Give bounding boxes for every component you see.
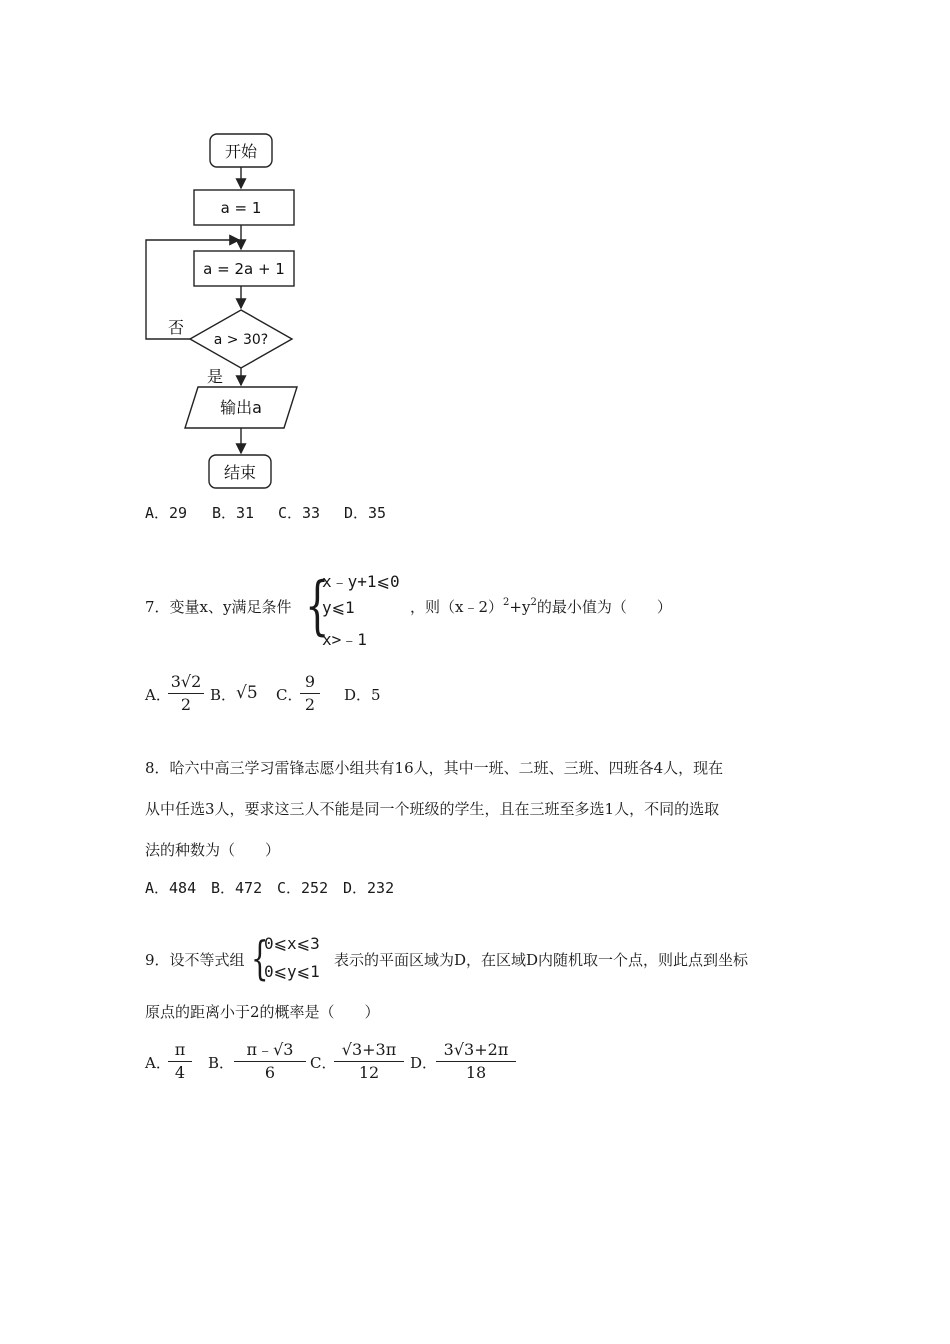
end-label: 结束	[223, 463, 257, 482]
q8-line-1: 8．哈六中高三学习雷锋志愿小组共有16人，其中一班、二班、三班、四班各4人，现在	[145, 759, 724, 777]
q7-option-b-value: √5	[236, 683, 258, 703]
update-label: a = 2a + 1	[203, 260, 285, 278]
q9-line-2: 原点的距离小于2的概率是（ ）	[145, 1003, 380, 1021]
q8-option-b: B．472	[211, 879, 263, 897]
q8-option-a: A．484	[145, 879, 197, 897]
q6-option-c: C．33	[278, 504, 321, 522]
q7-option-c-fraction: 9 2	[300, 672, 320, 715]
q7-option-a-fraction: 3√2 2	[168, 672, 204, 715]
start-label: 开始	[224, 142, 258, 161]
q8-line-3: 法的种数为（ ）	[145, 841, 281, 859]
q9-option-c-label: C．	[310, 1054, 337, 1072]
q9-option-a-fraction: π 4	[168, 1040, 192, 1083]
q9-condition-2: 0⩽y⩽1	[264, 962, 320, 981]
q6-option-b: B．31	[212, 504, 255, 522]
output-label: 输出a	[220, 398, 262, 417]
q7-condition-1: x﹣y+1⩽0	[322, 572, 400, 591]
q9-option-b-fraction: π﹣√3 6	[234, 1040, 306, 1083]
q6-option-a: A．29	[145, 504, 188, 522]
no-label: 否	[168, 318, 185, 337]
q9-prefix: 9．设不等式组	[145, 951, 245, 969]
q9-option-d-label: D．	[410, 1054, 438, 1072]
q9-condition-1: 0⩽x⩽3	[264, 934, 320, 953]
condition-label: a > 30?	[213, 332, 269, 348]
q7-option-a-label: A．	[145, 686, 171, 704]
q7-prefix: 7．变量x、y满足条件	[145, 598, 292, 616]
q7-option-c-label: C．	[276, 686, 303, 704]
flowchart	[0, 0, 950, 500]
q8-option-d: D．232	[343, 879, 395, 897]
q9-option-c-fraction: √3+3π 12	[334, 1040, 404, 1083]
q9-option-b-label: B．	[208, 1054, 235, 1072]
q7-option-b-label: B．	[210, 686, 237, 704]
q7-question-text: ，则$(x﹣2)^2+y^2$的最小值为（ ）	[410, 597, 672, 616]
q9-brace: {	[251, 931, 269, 985]
q8-option-c: C．252	[277, 879, 329, 897]
init-label: a = 1	[220, 199, 262, 217]
q6-option-d: D．35	[344, 504, 387, 522]
q7-condition-3: x>﹣1	[322, 630, 367, 649]
q7-condition-2: y⩽1	[322, 598, 355, 617]
q7-option-d: D．5	[344, 686, 381, 704]
q9-option-a-label: A．	[145, 1054, 171, 1072]
yes-label: 是	[207, 367, 224, 386]
q7-brace: {	[305, 569, 330, 643]
q9-option-d-fraction: 3√3+2π 18	[436, 1040, 516, 1083]
q9-suffix: 表示的平面区域为D，在区域D内随机取一个点，则此点到坐标	[334, 951, 749, 969]
q8-line-2: 从中任选3人，要求这三人不能是同一个班级的学生，且在三班至多选1人，不同的选取	[145, 800, 720, 818]
